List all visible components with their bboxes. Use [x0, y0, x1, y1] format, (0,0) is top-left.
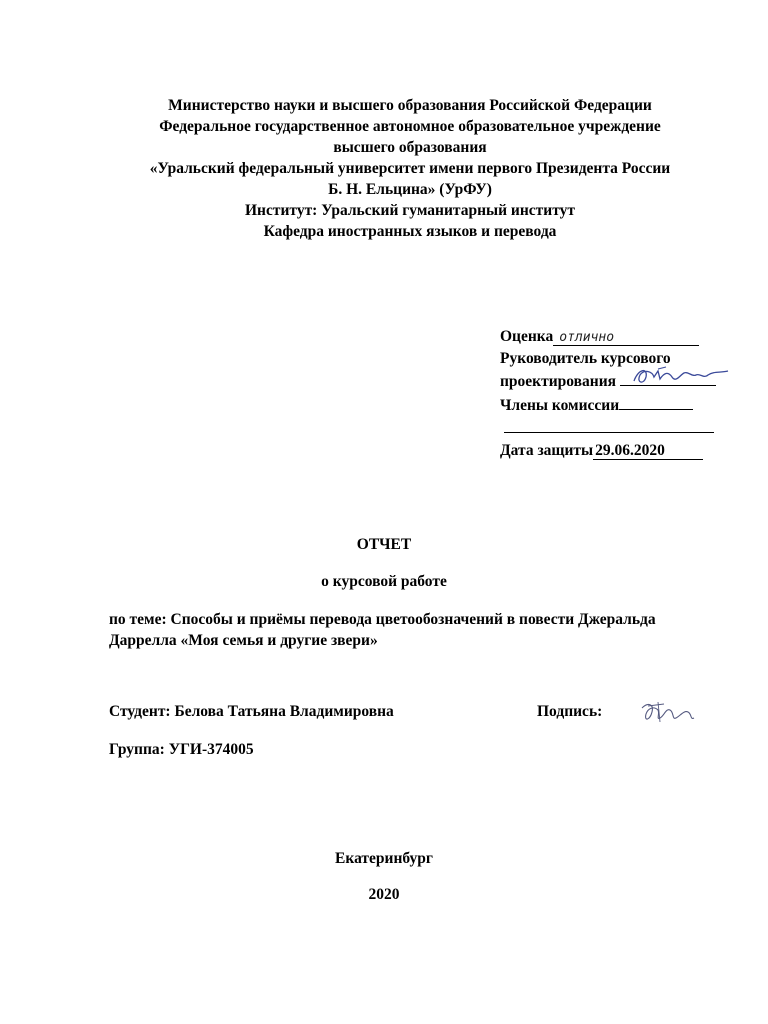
header-line-university-name: Б. Н. Ельцина» (УрФУ) — [328, 181, 492, 198]
header-line-institute: Институт: Уральский гуманитарный институт — [245, 202, 575, 219]
year: 2020 — [368, 886, 400, 903]
supervisor-label-line2: проектирования — [500, 373, 617, 390]
defense-date-label: Дата защиты — [500, 441, 594, 459]
commission-extra-row — [500, 416, 720, 440]
header-line-education-level: высшего образования — [333, 139, 487, 156]
header-line-institution-type: Федеральное государственное автономное образовательное учреждение — [159, 118, 661, 135]
grade-value: отлично — [559, 330, 615, 345]
report-title: ОТЧЕТ — [356, 536, 412, 553]
grade-label: Оценка — [500, 328, 554, 345]
student-signature-icon — [638, 698, 698, 728]
header-line-ministry: Министерство науки и высшего образования Российской Федерации — [168, 97, 652, 114]
student-group-line: Группа: УГИ-374005 — [109, 741, 254, 758]
topic-line-1: по теме: Способы и приёмы перевода цветообозначений в повести Джеральда — [109, 611, 656, 628]
signature-label: Подпись: — [537, 703, 603, 720]
commission-label: Члены комиссии — [500, 396, 620, 414]
commission-row — [500, 393, 720, 417]
grade-field — [553, 329, 699, 346]
grade-row — [500, 326, 720, 348]
student-name-line: Студент: Белова Татьяна Владимировна — [109, 703, 394, 720]
institution-header — [60, 95, 760, 242]
header-line-department: Кафедра иностранных языков и перевода — [263, 223, 557, 240]
supervisor-signature-icon — [628, 363, 732, 389]
city: Екатеринбург — [335, 850, 433, 867]
report-topic — [109, 609, 729, 651]
topic-line-2: Даррелла «Моя семья и другие звери» — [109, 632, 378, 649]
commission-extra-field — [504, 416, 714, 433]
defense-date-row — [500, 440, 720, 462]
defense-date-value: 29.06.2020 — [595, 441, 665, 459]
commission-field — [619, 393, 693, 410]
defense-date-field — [593, 443, 703, 460]
header-line-university: «Уральский федеральный университет имени первого Президента России — [149, 160, 671, 177]
supervisor-row-2 — [500, 369, 720, 393]
grade-block — [500, 326, 720, 461]
report-subtitle: о курсовой работе — [321, 573, 447, 590]
supervisor-label-line1: Руководитель курсового — [500, 349, 671, 367]
